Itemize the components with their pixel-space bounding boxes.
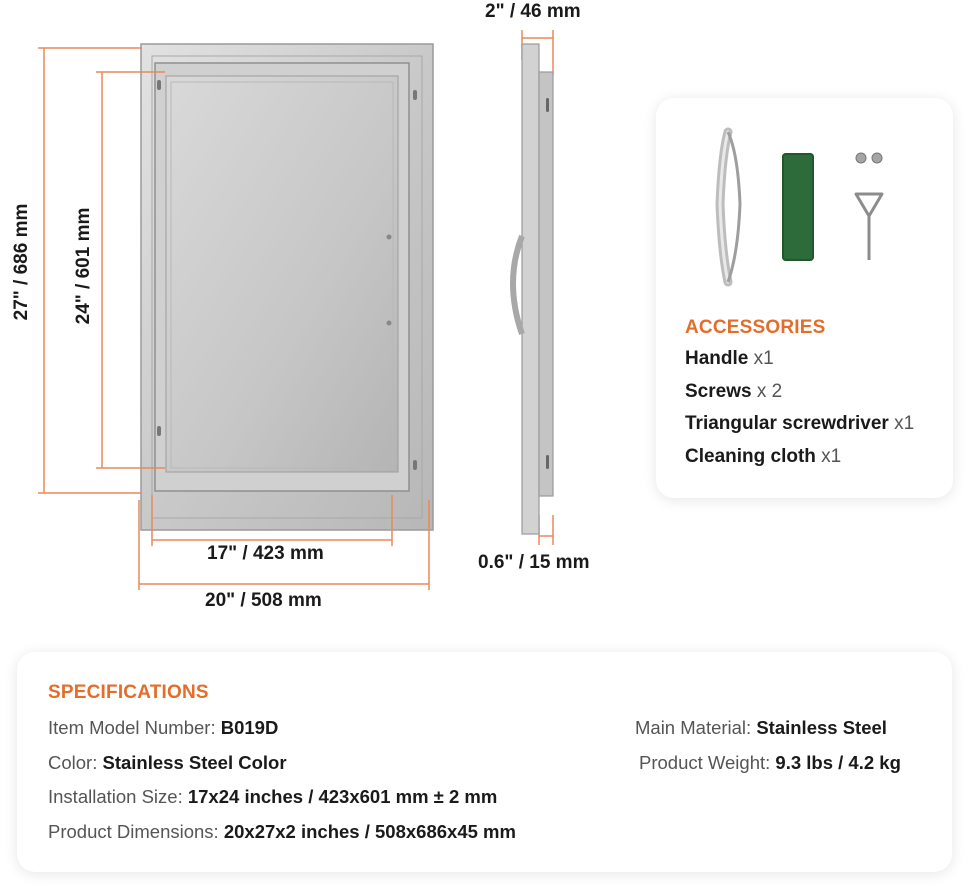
spec-main-material: Main Material: Stainless Steel — [635, 717, 887, 738]
accessories-list — [685, 343, 914, 473]
spec-product-weight: Product Weight: 9.3 lbs / 4.2 kg — [639, 751, 901, 773]
spec-color: Color: Stainless Steel Color — [48, 751, 287, 773]
screwdriver-icon — [852, 190, 886, 266]
dim-flange-thickness: 0.6" / 15 mm — [478, 552, 590, 573]
spec-model-number: Item Model Number: B019D — [48, 717, 279, 738]
accessories-title: ACCESSORIES — [685, 317, 826, 338]
spec-installation-size: Installation Size: 17x24 inches / 423x601 mm ± 2 mm — [48, 786, 498, 807]
specifications-card — [17, 652, 952, 872]
handle-profile — [513, 236, 522, 334]
handle-icon — [712, 124, 752, 290]
dim-inner-height: 24" / 601 mm — [73, 207, 94, 325]
spec-product-dimensions: Product Dimensions: 20x27x2 inches / 508x686x45 mm — [48, 820, 516, 842]
dim-inner-width: 17" / 423 mm — [207, 543, 324, 564]
accessories-card — [656, 98, 953, 498]
door-front-view — [0, 0, 470, 620]
dim-outer-width: 20" / 508 mm — [205, 590, 322, 611]
specifications-title: SPECIFICATIONS — [48, 682, 209, 703]
list-item: Handle x1 — [685, 348, 774, 369]
door-side-view — [490, 0, 590, 560]
specifications-left — [48, 711, 516, 849]
list-item: Screws x 2 — [685, 380, 783, 402]
list-item: Triangular screwdriver x1 — [685, 413, 915, 434]
list-item: Cleaning cloth x1 — [685, 445, 842, 467]
specifications-right — [635, 711, 901, 780]
dim-outer-height: 27" / 686 mm — [11, 203, 32, 321]
cleaning-cloth-icon — [782, 153, 814, 261]
side-profile — [522, 44, 539, 534]
screws-icon — [853, 150, 889, 166]
dim-top-width: 2" / 46 mm — [485, 1, 581, 22]
